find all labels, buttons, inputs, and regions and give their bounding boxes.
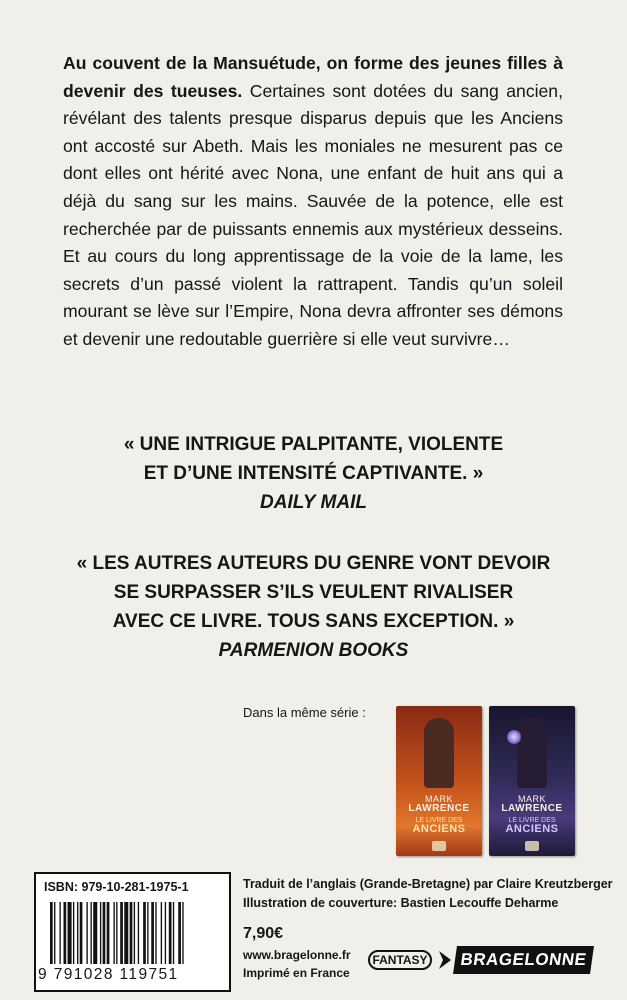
barcode-bar bbox=[80, 902, 83, 964]
barcode-bar bbox=[116, 902, 117, 964]
press-quote-2 bbox=[40, 549, 587, 665]
barcode-bar bbox=[151, 902, 154, 964]
quote-2-source: PARMENION BOOKS bbox=[218, 640, 409, 661]
publisher-website: www.bragelonne.fr bbox=[243, 948, 351, 962]
publisher-logo-icon bbox=[432, 841, 446, 851]
series-cover-2 bbox=[489, 706, 575, 856]
cover-figure-illustration bbox=[424, 718, 454, 788]
barcode-bar bbox=[113, 902, 114, 964]
barcode-digits: 9 791028 119751 bbox=[38, 966, 179, 983]
isbn-barcode-box bbox=[34, 872, 231, 992]
barcode-bar bbox=[54, 902, 55, 964]
quote-1-line-1: « UNE INTRIGUE PALPITANTE, VIOLENTE bbox=[123, 434, 504, 455]
barcode-bar bbox=[86, 902, 87, 964]
quote-2-line-3: AVEC CE LIVRE. TOUS SANS EXCEPTION. » bbox=[112, 611, 515, 632]
barcode-bar bbox=[59, 902, 60, 964]
barcode-bar bbox=[50, 902, 53, 964]
cover-title-top: LE LIVRE DES bbox=[415, 817, 463, 824]
cover-title bbox=[489, 817, 575, 833]
barcode-bar bbox=[130, 902, 133, 964]
barcode-bar bbox=[103, 902, 106, 964]
printed-in: Imprimé en France bbox=[243, 966, 350, 980]
cover-title bbox=[396, 817, 482, 833]
chevron-logo-icon bbox=[438, 950, 452, 970]
back-cover-blurb bbox=[63, 50, 563, 354]
cover-figure-illustration bbox=[517, 718, 547, 788]
cover-author-last: LAWRENCE bbox=[408, 803, 470, 814]
press-quote-1 bbox=[40, 430, 587, 517]
cover-author-first: MARK bbox=[424, 794, 453, 804]
barcode-bar bbox=[100, 902, 101, 964]
isbn-text: ISBN: 979-10-281-1975-1 bbox=[44, 880, 189, 894]
barcode-bar bbox=[73, 902, 74, 964]
barcode-bar bbox=[143, 902, 146, 964]
cover-author bbox=[396, 794, 482, 814]
barcode-bar bbox=[64, 902, 67, 964]
translation-credit: Traduit de l’anglais (Grande-Bretagne) par Claire Kreutzberger bbox=[243, 877, 613, 891]
cover-title-top: LE LIVRE DES bbox=[508, 817, 556, 824]
cover-title-main: ANCIENS bbox=[412, 823, 466, 835]
barcode-bar bbox=[178, 902, 181, 964]
blurb-lead: Au couvent de la Mansuétude, on forme des jeunes filles à devenir des tueuses. bbox=[63, 53, 563, 101]
barcode-bar bbox=[68, 902, 72, 964]
barcode-bar bbox=[91, 902, 92, 964]
publisher-logo: BRAGELONNE bbox=[453, 946, 594, 974]
barcode-bar bbox=[155, 902, 156, 964]
barcode-bar bbox=[124, 902, 128, 964]
barcode-bar bbox=[138, 902, 139, 964]
barcode-bar bbox=[120, 902, 123, 964]
barcode-bar bbox=[173, 902, 174, 964]
barcode-bar bbox=[134, 902, 135, 964]
magic-glow-icon bbox=[507, 730, 521, 744]
barcode-bar bbox=[161, 902, 162, 964]
quote-2-line-1: « LES AUTRES AUTEURS DU GENRE VONT DEVOIR bbox=[76, 553, 551, 574]
cover-author-last: LAWRENCE bbox=[501, 803, 563, 814]
barcode-bar bbox=[77, 902, 78, 964]
quote-1-source: DAILY MAIL bbox=[260, 492, 367, 513]
barcode-bar bbox=[182, 902, 183, 964]
series-cover-1 bbox=[396, 706, 482, 856]
barcode-bar bbox=[93, 902, 97, 964]
quote-2-line-2: SE SURPASSER S’ILS VEULENT RIVALISER bbox=[113, 582, 514, 603]
barcode-bar bbox=[165, 902, 166, 964]
cover-author bbox=[489, 794, 575, 814]
illustration-credit: Illustration de couverture: Bastien Lecouffe Deharme bbox=[243, 896, 559, 910]
series-label: Dans la même série : bbox=[243, 705, 366, 720]
blurb-body: Certaines sont dotées du sang ancien, révélant des talents presque disparus depuis que les Anciens ont accosté sur Abeth. Mais les moniales ne mesurent pas ce dont elles ont hérité avec Nona, une enfant de huit ans qui a déjà du sang sur les mains. Sauvée de la potence, elle est recherchée par de puissants ennemis aux mystérieux desseins. Et au cours du long apprentissage de la voie de la lame, les secrets d’un passé violent la rattrapent. Tandis qu’un soleil mourant se lève sur l’Empire, Nona devra affronter ses démons et devenir une redoutable guerrière si elle veut survivre… bbox=[63, 80, 563, 349]
barcode-graphic bbox=[48, 902, 221, 964]
barcode-bar bbox=[169, 902, 172, 964]
barcode-bar bbox=[107, 902, 110, 964]
publisher-logo-icon bbox=[525, 841, 539, 851]
cover-author-first: MARK bbox=[517, 794, 546, 804]
barcode-bar bbox=[147, 902, 148, 964]
cover-title-main: ANCIENS bbox=[505, 823, 559, 835]
fantasy-imprint-badge: FANTASY bbox=[368, 950, 432, 970]
price: 7,90€ bbox=[243, 925, 284, 942]
quote-1-line-2: ET D’UNE INTENSITÉ CAPTIVANTE. » bbox=[143, 463, 484, 484]
